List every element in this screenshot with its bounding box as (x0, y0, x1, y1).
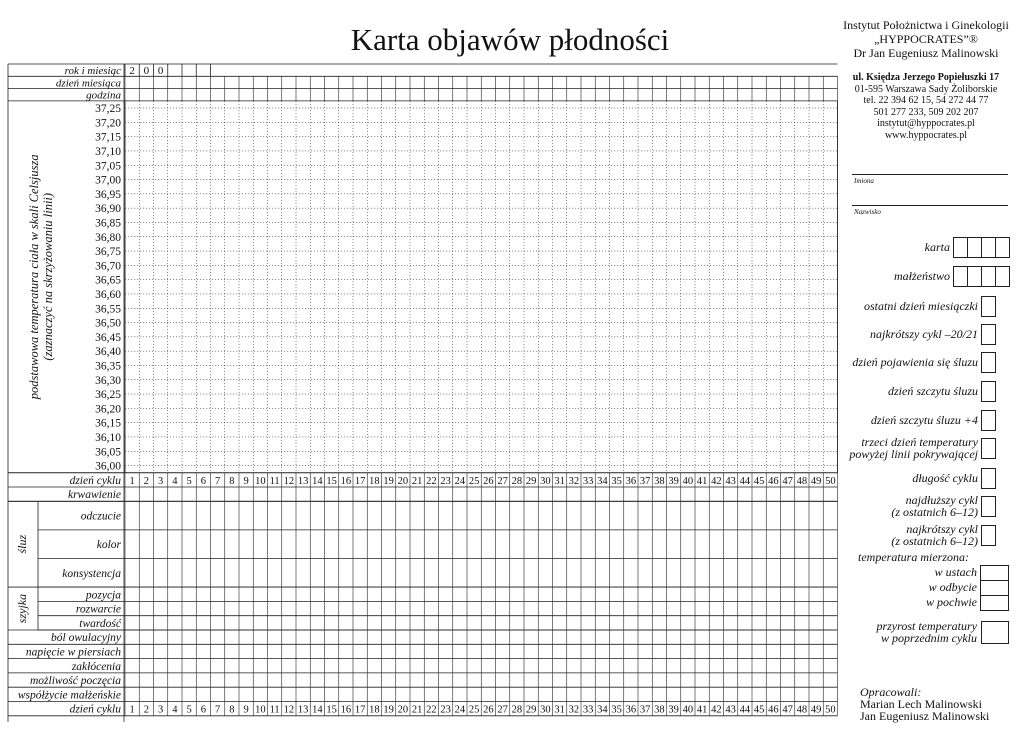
temp-rise-label: przyrost temperatury w poprzednim cyklu (876, 619, 977, 645)
cycle-day-number: 31 (554, 475, 565, 487)
temperature-tick-label: 36,80 (95, 231, 121, 244)
address-city: 01-595 Warszawa Sady Żoliborskie (854, 83, 998, 95)
header-row-label: rok i miesiąc (64, 65, 121, 77)
entry-box[interactable] (967, 237, 982, 258)
header-row-label: dzień miesiąca (55, 77, 121, 90)
entry-box[interactable] (953, 237, 968, 258)
row-label: napięcie w piersiach (25, 646, 121, 659)
cycle-day-number: 42 (711, 704, 722, 716)
cycle-day-number: 9 (243, 704, 249, 716)
cycle-day-number: 36 (625, 704, 637, 716)
temperature-tick-label: 37,10 (95, 145, 121, 158)
cycle-day-number: 22 (426, 475, 437, 487)
cycle-day-number: 46 (768, 704, 779, 716)
temperature-axis-label: podstawowa temperatura ciała w skali Celsjusza (27, 154, 41, 400)
right-item-label: dzień szczytu śluzu (888, 384, 978, 398)
temp-rise-box[interactable] (981, 621, 1009, 644)
cycle-day-number: 10 (255, 475, 266, 487)
cycle-day-number: 16 (340, 475, 352, 487)
cycle-day-number: 7 (215, 475, 221, 487)
cycle-day-number: 29 (525, 704, 537, 716)
cycle-day-number: 10 (255, 704, 266, 716)
entry-box[interactable] (981, 352, 996, 373)
cycle-day-number: 18 (369, 704, 380, 716)
cycle-day-number: 46 (768, 475, 779, 487)
page-title: Karta objawów płodności (350, 22, 670, 57)
cycle-day-number: 35 (611, 704, 622, 716)
cycle-day-number: 3 (158, 475, 164, 487)
cycle-day-number: 40 (682, 475, 694, 487)
temperature-tick-label: 36,60 (95, 288, 121, 301)
cycle-day-number: 32 (568, 704, 580, 716)
institute-address (826, 72, 1024, 141)
cycle-day-number: 4 (172, 475, 178, 487)
row-label: zakłócenia (71, 660, 121, 673)
temperature-axis-note: (zaznaczyć na skrzyżowaniu linii) (41, 192, 55, 361)
institute-doctor: Dr Jan Eugeniusz Malinowski (853, 46, 999, 60)
cycle-day-number: 35 (611, 475, 622, 487)
cycle-day-number: 19 (383, 475, 394, 487)
temperature-tick-label: 36,30 (95, 374, 121, 387)
cycle-day-number: 40 (682, 704, 694, 716)
cycle-day-number: 39 (668, 475, 679, 487)
row-label: możliwość poczęcia (29, 675, 121, 688)
cycle-day-number: 23 (440, 704, 451, 716)
right-item-label: trzeci dzień temperatury powyżej linii pokrywającej (849, 435, 978, 461)
cycle-day-number: 45 (753, 704, 765, 716)
institute-brand: „HYPPOCRATES”® (874, 32, 978, 46)
right-item-label: małżeństwo (893, 269, 950, 283)
year-digit: 2 (129, 65, 135, 77)
temperature-tick-label: 36,65 (95, 274, 121, 287)
cycle-day-number: 5 (186, 475, 192, 487)
cycle-day-number: 11 (269, 704, 280, 716)
temperature-tick-label: 36,40 (95, 346, 121, 359)
entry-box[interactable] (981, 296, 996, 317)
cycle-day-number: 30 (540, 704, 551, 716)
cycle-day-number: 48 (796, 704, 808, 716)
cycle-day-number: 37 (639, 475, 651, 487)
cycle-day-number: 1 (129, 704, 135, 716)
cycle-day-number: 24 (454, 475, 466, 487)
cycle-day-number: 4 (172, 704, 178, 716)
cycle-day-number: 36 (625, 475, 637, 487)
cycle-day-number: 49 (810, 704, 822, 716)
address-phone-1: tel. 22 394 62 15, 54 272 44 77 (863, 95, 989, 106)
entry-box[interactable] (953, 266, 968, 287)
temperature-tick-label: 36,05 (95, 446, 121, 459)
temperature-tick-label: 37,05 (95, 160, 121, 173)
cycle-day-number: 17 (354, 475, 366, 487)
authors-block (860, 686, 989, 722)
entry-box[interactable] (981, 438, 996, 459)
cycle-day-number: 17 (354, 704, 366, 716)
first-names-label: Imiona (854, 177, 874, 185)
cycle-day-number: 15 (326, 475, 337, 487)
cycle-day-number: 32 (568, 475, 580, 487)
cycle-day-number: 13 (297, 704, 309, 716)
temperature-tick-label: 36,50 (95, 317, 121, 330)
row-label: odczucie (80, 510, 121, 523)
temp-measured-checkbox[interactable] (980, 565, 1009, 581)
author-name: Jan Eugeniusz Malinowski (860, 709, 990, 723)
row-label: konsystencja (62, 567, 121, 580)
cycle-day-number: 14 (312, 704, 323, 716)
entry-box[interactable] (981, 525, 996, 546)
temperature-tick-label: 36,35 (95, 360, 121, 373)
cycle-day-number: 21 (411, 475, 423, 487)
temperature-tick-label: 36,90 (95, 203, 121, 216)
cycle-day-number: 18 (369, 475, 380, 487)
cycle-day-number: 48 (796, 475, 808, 487)
row-label: dzień cyklu (69, 474, 121, 487)
cycle-day-number: 31 (554, 704, 565, 716)
entry-box[interactable] (967, 266, 982, 287)
institute-header (826, 18, 1024, 60)
temperature-tick-label: 36,15 (95, 417, 121, 430)
right-item-label: długość cyklu (912, 471, 978, 485)
temperature-tick-label: 36,10 (95, 431, 121, 444)
entry-box[interactable] (981, 496, 996, 517)
entry-box[interactable] (981, 410, 996, 431)
cycle-day-number: 8 (229, 704, 235, 716)
right-item-label: karta (924, 240, 950, 254)
temp-measured-heading: temperatura mierzona: (858, 550, 969, 564)
cycle-day-number: 3 (158, 704, 164, 716)
entry-box[interactable] (995, 237, 1010, 258)
row-label: ból owulacyjny (51, 632, 121, 645)
cycle-day-number: 2 (143, 704, 149, 716)
entry-box[interactable] (981, 266, 996, 287)
temperature-tick-label: 36,20 (95, 403, 121, 416)
cycle-day-number: 15 (326, 704, 337, 716)
row-label: krwawienie (67, 489, 121, 502)
cycle-day-number: 44 (739, 475, 751, 487)
surname-field[interactable] (852, 193, 1008, 206)
row-label: kolor (96, 539, 121, 552)
cycle-day-number: 24 (454, 704, 466, 716)
address-email: instytut@hyppocrates.pl (877, 118, 975, 129)
temperature-tick-label: 36,00 (95, 460, 121, 473)
cycle-day-number: 38 (654, 704, 665, 716)
cycle-day-number: 12 (283, 704, 295, 716)
first-names-field[interactable] (852, 162, 1008, 175)
cycle-day-number: 8 (229, 475, 235, 487)
cycle-day-number: 45 (753, 475, 765, 487)
right-item-label: ostatni dzień miesiączki (864, 299, 978, 313)
cycle-day-number: 39 (668, 704, 679, 716)
entry-box[interactable] (995, 266, 1010, 287)
cycle-day-number: 38 (654, 475, 665, 487)
row-label: pozycja (85, 589, 121, 602)
cycle-day-number: 12 (283, 475, 295, 487)
row-label: twardość (79, 617, 121, 630)
address-street: ul. Księdza Jerzego Popiełuszki 17 (852, 72, 1000, 83)
row-label: rozwarcie (75, 603, 121, 616)
cycle-day-number: 43 (725, 704, 736, 716)
cycle-day-number: 25 (468, 704, 480, 716)
temperature-tick-label: 36,55 (95, 303, 121, 316)
address-web: www.hyppocrates.pl (884, 129, 968, 141)
cycle-day-number: 27 (497, 475, 508, 487)
right-item-label: najkrótszy cykl (z ostatnich 6–12) (891, 522, 978, 548)
address-phone-2: 501 277 233, 509 202 207 (873, 106, 979, 118)
cycle-day-number: 47 (782, 704, 793, 716)
institute-name: Instytut Położnictwa i Ginekologii (843, 18, 1009, 32)
cycle-day-number: 11 (269, 475, 280, 487)
temperature-tick-label: 36,95 (95, 188, 121, 201)
row-label: dzień cyklu (69, 703, 121, 716)
cycle-day-number: 20 (397, 704, 409, 716)
cycle-day-number: 7 (215, 704, 221, 716)
temperature-tick-label: 37,20 (95, 117, 121, 130)
cycle-day-number: 50 (825, 475, 836, 487)
cycle-day-number: 6 (200, 475, 206, 487)
temperature-tick-label: 37,25 (95, 103, 121, 116)
cycle-day-number: 41 (696, 704, 708, 716)
temp-measured-checkbox[interactable] (980, 580, 1009, 596)
cycle-day-number: 19 (383, 704, 394, 716)
cycle-day-number: 28 (511, 704, 523, 716)
cycle-day-number: 34 (597, 704, 608, 716)
cycle-day-number: 41 (696, 475, 708, 487)
cycle-day-number: 50 (825, 704, 836, 716)
cycle-day-number: 9 (243, 475, 249, 487)
temp-measured-option: w ustach (934, 565, 977, 579)
cycle-day-number: 23 (440, 475, 451, 487)
cycle-day-number: 26 (483, 475, 494, 487)
cycle-day-number: 27 (497, 704, 508, 716)
temperature-tick-label: 36,45 (95, 331, 121, 344)
authors-heading: Opracowali: (860, 685, 922, 699)
surname-label: Nazwisko (854, 208, 881, 216)
cycle-day-number: 44 (739, 704, 751, 716)
temperature-tick-label: 36,75 (95, 246, 121, 259)
temp-measured-checkbox[interactable] (980, 595, 1009, 611)
cycle-day-number: 49 (810, 475, 822, 487)
cycle-day-number: 25 (468, 475, 480, 487)
year-digit: 0 (143, 65, 150, 77)
cycle-day-number: 5 (186, 704, 192, 716)
cycle-day-number: 14 (312, 475, 323, 487)
temperature-tick-label: 36,70 (95, 260, 121, 273)
mucus-group-label: śluz (15, 534, 29, 554)
cycle-day-number: 37 (639, 704, 651, 716)
temperature-tick-label: 37,15 (95, 131, 121, 144)
cycle-day-number: 33 (582, 704, 594, 716)
right-item-label: najkrótszy cykl –20/21 (870, 327, 978, 341)
cycle-day-number: 21 (411, 704, 423, 716)
cycle-day-number: 34 (597, 475, 608, 487)
cycle-day-number: 16 (340, 704, 352, 716)
right-item-label: najdłuższy cykl (z ostatnich 6–12) (891, 493, 978, 519)
cycle-day-number: 6 (200, 704, 206, 716)
temp-measured-option: w pochwie (926, 595, 977, 609)
temperature-tick-label: 37,00 (95, 174, 121, 187)
cervix-group-label: szyjka (15, 593, 29, 624)
temp-measured-option: w odbycie (928, 580, 977, 594)
header-row-label: godzina (86, 89, 121, 102)
row-label: współżycie małżeńskie (17, 689, 121, 702)
cycle-day-number: 26 (483, 704, 494, 716)
author-name: Marian Lech Malinowski (860, 697, 982, 711)
cycle-day-number: 29 (525, 475, 537, 487)
cycle-day-number: 28 (511, 475, 523, 487)
entry-box[interactable] (981, 237, 996, 258)
cycle-day-number: 2 (143, 475, 149, 487)
entry-box[interactable] (981, 468, 996, 489)
cycle-day-number: 47 (782, 475, 793, 487)
entry-box[interactable] (981, 381, 996, 402)
cycle-day-number: 43 (725, 475, 736, 487)
cycle-day-number: 1 (129, 475, 135, 487)
right-item-label: dzień pojawienia się śluzu (852, 355, 978, 369)
cycle-day-number: 42 (711, 475, 722, 487)
entry-box[interactable] (981, 324, 996, 345)
year-digit: 0 (157, 65, 164, 77)
temperature-tick-label: 36,25 (95, 389, 121, 402)
cycle-day-number: 33 (582, 475, 594, 487)
cycle-day-number: 20 (397, 475, 409, 487)
cycle-day-number: 13 (297, 475, 309, 487)
cycle-day-number: 22 (426, 704, 437, 716)
right-item-label: dzień szczytu śluzu +4 (870, 413, 978, 427)
temperature-tick-label: 36,85 (95, 217, 121, 230)
cycle-day-number: 30 (540, 475, 551, 487)
